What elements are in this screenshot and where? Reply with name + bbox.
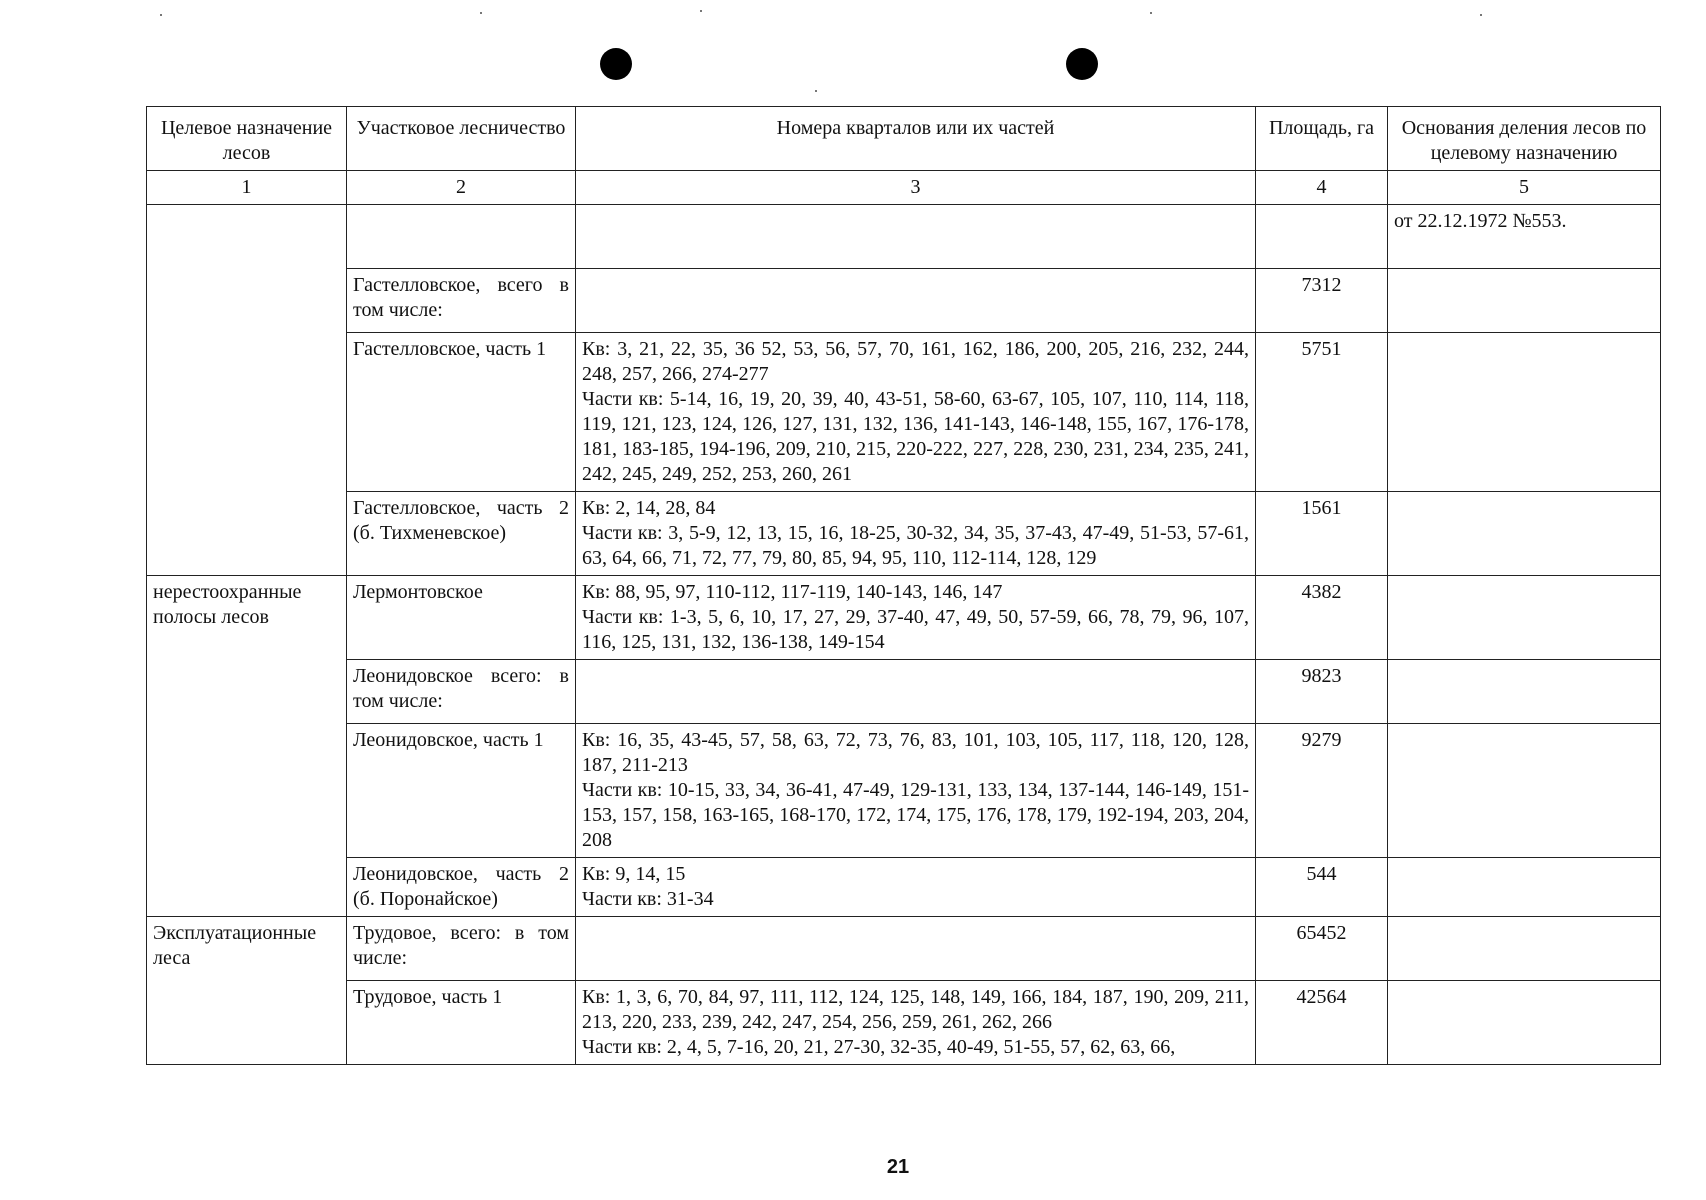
forestry-cell: Гастелловское, всего в том числе:: [347, 269, 576, 333]
basis-cell: [1388, 576, 1661, 660]
header-area: Площадь, га: [1256, 107, 1388, 171]
forestry-cell: Леонидовское всего: в том числе:: [347, 660, 576, 724]
quarters-cell: [576, 576, 1256, 660]
header-forestry: Участковое лесничество: [347, 107, 576, 171]
punch-hole-right: [1066, 48, 1098, 80]
table-row: [147, 917, 1661, 981]
column-number: 4: [1256, 171, 1388, 205]
area-cell: 9823: [1256, 660, 1388, 724]
table-row: [147, 492, 1661, 576]
quarters-line: Кв: 9, 14, 15: [582, 863, 686, 885]
forestry-cell: Трудовое, часть 1: [347, 981, 576, 1065]
forestry-cell: Гастелловское, часть 2 (б. Тихменевское): [347, 492, 576, 576]
forestry-cell: Леонидовское, часть 2 (б. Поронайское): [347, 858, 576, 917]
page-number: 21: [886, 1156, 910, 1178]
table-row: [147, 269, 1661, 333]
basis-cell: [1388, 858, 1661, 917]
purpose-cell: нерестоохранные полосы лесов: [147, 576, 347, 917]
column-number: 1: [147, 171, 347, 205]
area-cell: 544: [1256, 858, 1388, 917]
quarters-cell: [576, 269, 1256, 333]
table-row: [147, 981, 1661, 1065]
quarter-parts-line: Части кв: 31-34: [582, 888, 714, 910]
basis-cell: [1388, 917, 1661, 981]
forestry-cell: Леонидовское, часть 1: [347, 724, 576, 858]
quarters-cell: [576, 205, 1256, 269]
quarters-cell: [576, 981, 1256, 1065]
table-row: [147, 858, 1661, 917]
quarter-parts-line: Части кв: 3, 5-9, 12, 13, 15, 16, 18-25, 30-32, 34, 35, 37-43, 47-49, 51-53, 57-61, 63, 64, 66, 71, 72, 77, 79, 80, 85, 94, 95, 110, 112-114, 128, 129: [582, 522, 1249, 569]
area-cell: 1561: [1256, 492, 1388, 576]
quarters-cell: [576, 858, 1256, 917]
column-number: 3: [576, 171, 1256, 205]
scan-speck: [1480, 14, 1482, 16]
table-row: [147, 660, 1661, 724]
quarters-line: Кв: 2, 14, 28, 84: [582, 497, 716, 519]
basis-cell: [1388, 492, 1661, 576]
quarters-line: Кв: 88, 95, 97, 110-112, 117-119, 140-143, 146, 147: [582, 581, 1003, 603]
area-cell: 4382: [1256, 576, 1388, 660]
header-row: [147, 107, 1661, 171]
forestry-cell: Лермонтовское: [347, 576, 576, 660]
column-number: 5: [1388, 171, 1661, 205]
basis-cell: от 22.12.1972 №553.: [1388, 205, 1661, 269]
quarter-parts-line: Части кв: 10-15, 33, 34, 36-41, 47-49, 129-131, 133, 134, 137-144, 146-149, 151-153, 157, 158, 163-165, 168-170, 172, 174, 175, 176, 178, 179, 192-194, 203, 204, 208: [582, 779, 1249, 851]
area-cell: [1256, 205, 1388, 269]
area-cell: 5751: [1256, 333, 1388, 492]
quarters-cell: [576, 333, 1256, 492]
header-basis: Основания деления лесов по целевому назначению: [1388, 107, 1661, 171]
purpose-cell-continued: [147, 205, 347, 576]
quarters-line: Кв: 1, 3, 6, 70, 84, 97, 111, 112, 124, 125, 148, 149, 166, 184, 187, 190, 209, 211, 213, 220, 233, 239, 242, 247, 254, 256, 259, 261, 262, 266: [582, 986, 1249, 1033]
quarters-cell: [576, 492, 1256, 576]
area-cell: 65452: [1256, 917, 1388, 981]
header-quarters: Номера кварталов или их частей: [576, 107, 1256, 171]
quarters-cell: [576, 917, 1256, 981]
forest-division-table: [146, 106, 1661, 1065]
forestry-cell: [347, 205, 576, 269]
header-purpose: Целевое назначение лесов: [147, 107, 347, 171]
table-row: [147, 333, 1661, 492]
area-cell: 42564: [1256, 981, 1388, 1065]
area-cell: 9279: [1256, 724, 1388, 858]
scan-speck: [815, 90, 817, 92]
quarter-parts-line: Части кв: 1-3, 5, 6, 10, 17, 27, 29, 37-40, 47, 49, 50, 57-59, 66, 78, 79, 96, 107, 116, 125, 131, 132, 136-138, 149-154: [582, 606, 1249, 653]
column-number-row: [147, 171, 1661, 205]
basis-cell: [1388, 724, 1661, 858]
basis-cell: [1388, 269, 1661, 333]
basis-cell: [1388, 660, 1661, 724]
quarters-cell: [576, 724, 1256, 858]
quarters-line: Кв: 16, 35, 43-45, 57, 58, 63, 72, 73, 76, 83, 101, 103, 105, 117, 118, 120, 128, 187, 211-213: [582, 729, 1249, 776]
quarters-line: Кв: 3, 21, 22, 35, 36 52, 53, 56, 57, 70, 161, 162, 186, 200, 205, 216, 232, 244, 248, 257, 266, 274-277: [582, 338, 1249, 385]
forestry-cell: Гастелловское, часть 1: [347, 333, 576, 492]
punch-hole-left: [600, 48, 632, 80]
quarter-parts-line: Части кв: 5-14, 16, 19, 20, 39, 40, 43-51, 58-60, 63-67, 105, 107, 110, 114, 118, 119, 121, 123, 124, 126, 127, 131, 132, 136, 141-143, 146-148, 155, 167, 176-178, 181, 183-185, 194-196, 209, 210, 215, 220-222, 227, 228, 230, 231, 234, 235, 241, 242, 245, 249, 252, 253, 260, 261: [582, 388, 1249, 485]
basis-cell: [1388, 333, 1661, 492]
scan-speck: [480, 12, 482, 14]
area-cell: 7312: [1256, 269, 1388, 333]
table-row: [147, 724, 1661, 858]
scan-speck: [700, 10, 702, 12]
quarters-cell: [576, 660, 1256, 724]
forestry-cell: Трудовое, всего: в том числе:: [347, 917, 576, 981]
scan-speck: [1150, 12, 1152, 14]
column-number: 2: [347, 171, 576, 205]
purpose-cell: Эксплуатационные леса: [147, 917, 347, 1065]
basis-cell: [1388, 981, 1661, 1065]
table-row: [147, 205, 1661, 269]
scan-speck: [160, 14, 162, 16]
quarter-parts-line: Части кв: 2, 4, 5, 7-16, 20, 21, 27-30, 32-35, 40-49, 51-55, 57, 62, 63, 66,: [582, 1036, 1176, 1058]
table-row: [147, 576, 1661, 660]
